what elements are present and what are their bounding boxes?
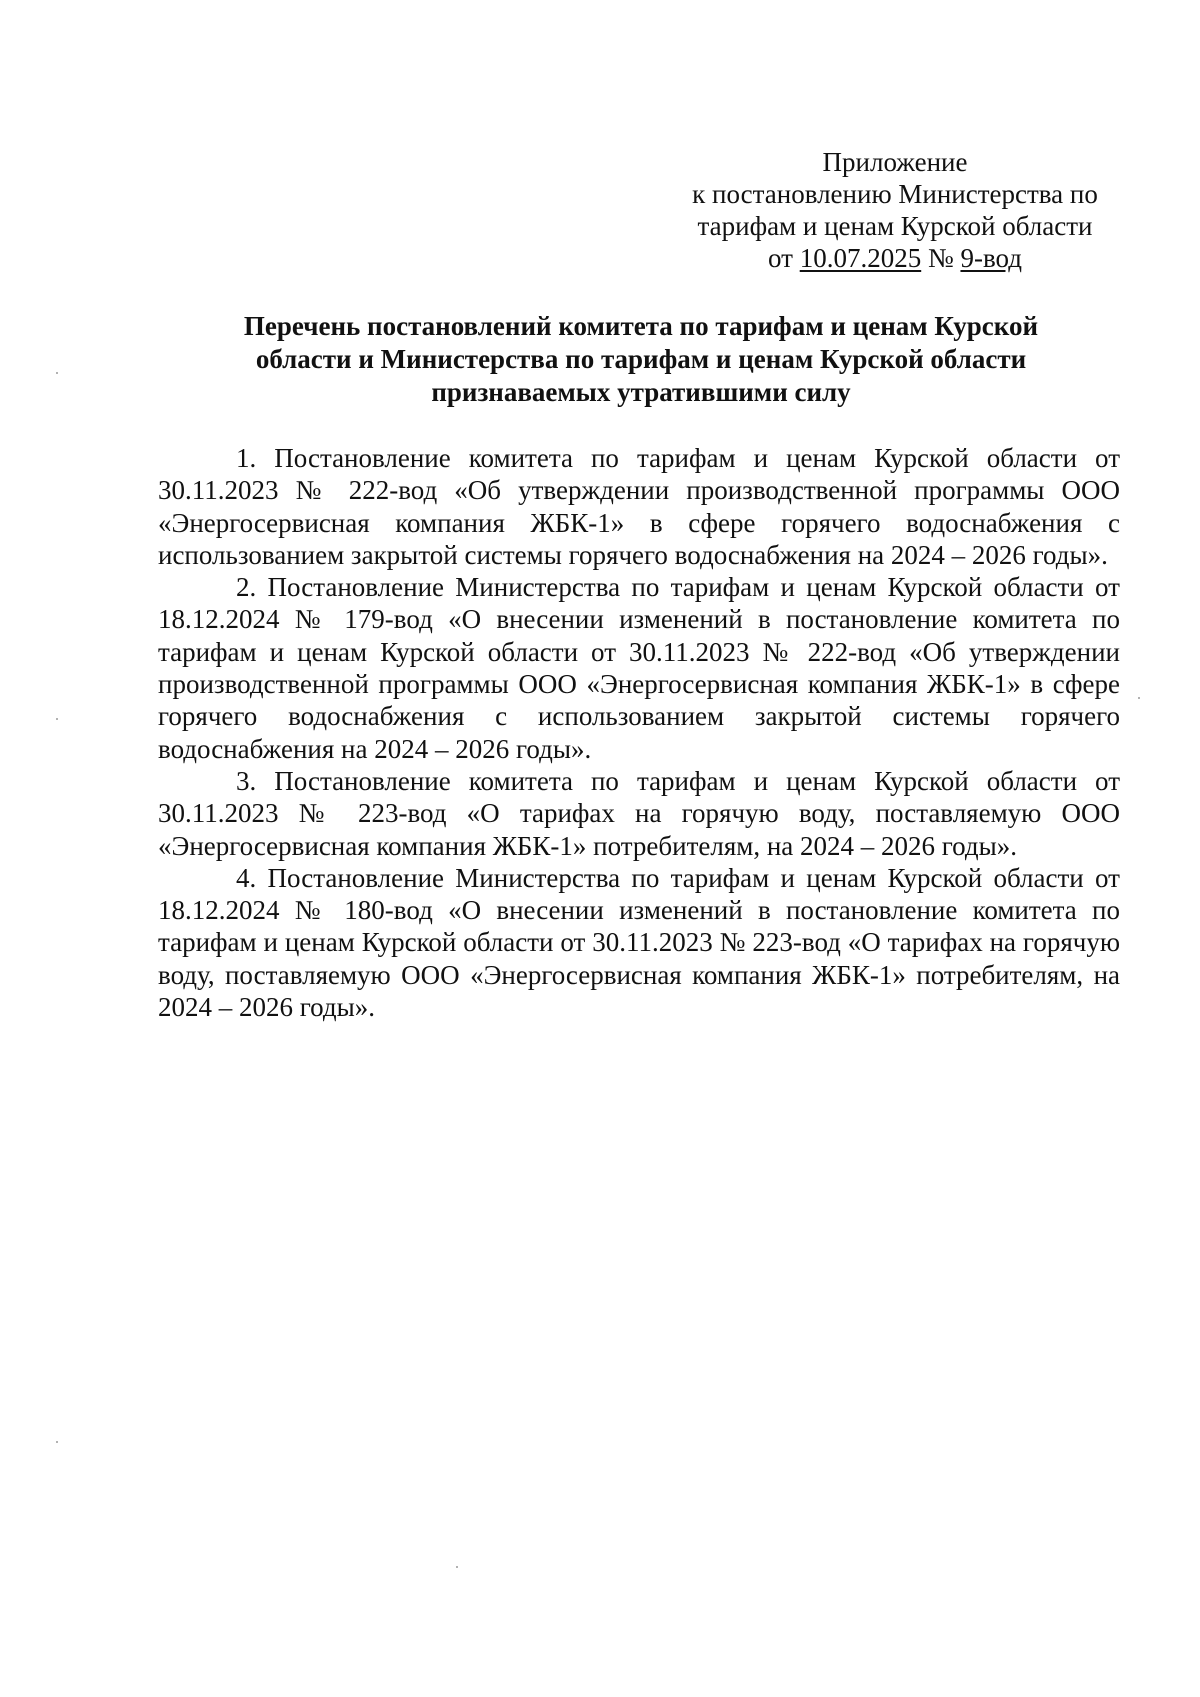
document-title [170,310,1112,409]
list-item-4: 4. Постановление Министерства по тарифам и ценам Курской области от 18.12.2024 № 180-вод «О внесении изменений в постановление комитета по тарифам и ценам Курской области от 30.11.2023 № 223-вод «О тарифах на горячую воду, поставляемую ООО «Энергосервисная компания ЖБК-1» потребителям, на 2024 – 2026 годы». [158,862,1120,1023]
scan-speck [56,1441,58,1443]
date-prefix: от [768,243,800,273]
appendix-authority-line: тарифам и ценам Курской области [697,211,1093,241]
title-line-1: Перечень постановлений комитета по тарифам и ценам Курской [243,311,1039,341]
scan-speck [456,1566,458,1568]
scan-speck [1138,697,1140,699]
title-line-2: области и Министерства по тарифам и ценам Курской области [255,344,1027,374]
scan-speck [56,372,58,374]
appendix-date-line [650,242,1140,274]
document-number: 9-вод [960,243,1022,273]
scan-speck [56,718,58,720]
document-body [158,442,1120,1023]
appendix-header [650,146,1140,274]
document-date: 10.07.2025 [799,243,922,273]
list-item-3: 3. Постановление комитета по тарифам и ценам Курской области от 30.11.2023 № 223-вод «О тарифах на горячую воду, поставляемую ООО «Энергосервисная компания ЖБК-1» потребителям, на 2024 – 2026 годы». [158,765,1120,861]
list-item-2: 2. Постановление Министерства по тарифам и ценам Курской области от 18.12.2024 № 179-вод «О внесении изменений в постановление комитета по тарифам и ценам Курской области от 30.11.2023 № 222-вод «Об утверждении производственной программы ООО «Энергосервисная компания ЖБК-1» в сфере горячего водоснабжения с использованием закрытой системы горячего водоснабжения на 2024 – 2026 годы». [158,572,1120,764]
title-line-3: признаваемых утратившими силу [431,377,851,407]
appendix-reference-line: к постановлению Министерства по [692,179,1098,209]
list-item-1: 1. Постановление комитета по тарифам и ценам Курской области от 30.11.2023 № 222-вод «Об утверждении производственной программы ООО «Энергосервисная компания ЖБК-1» в сфере горячего водоснабжения с использованием закрытой системы горячего водоснабжения на 2024 – 2026 годы». [158,443,1120,570]
number-prefix: № [921,243,961,273]
appendix-label: Приложение [822,147,968,177]
